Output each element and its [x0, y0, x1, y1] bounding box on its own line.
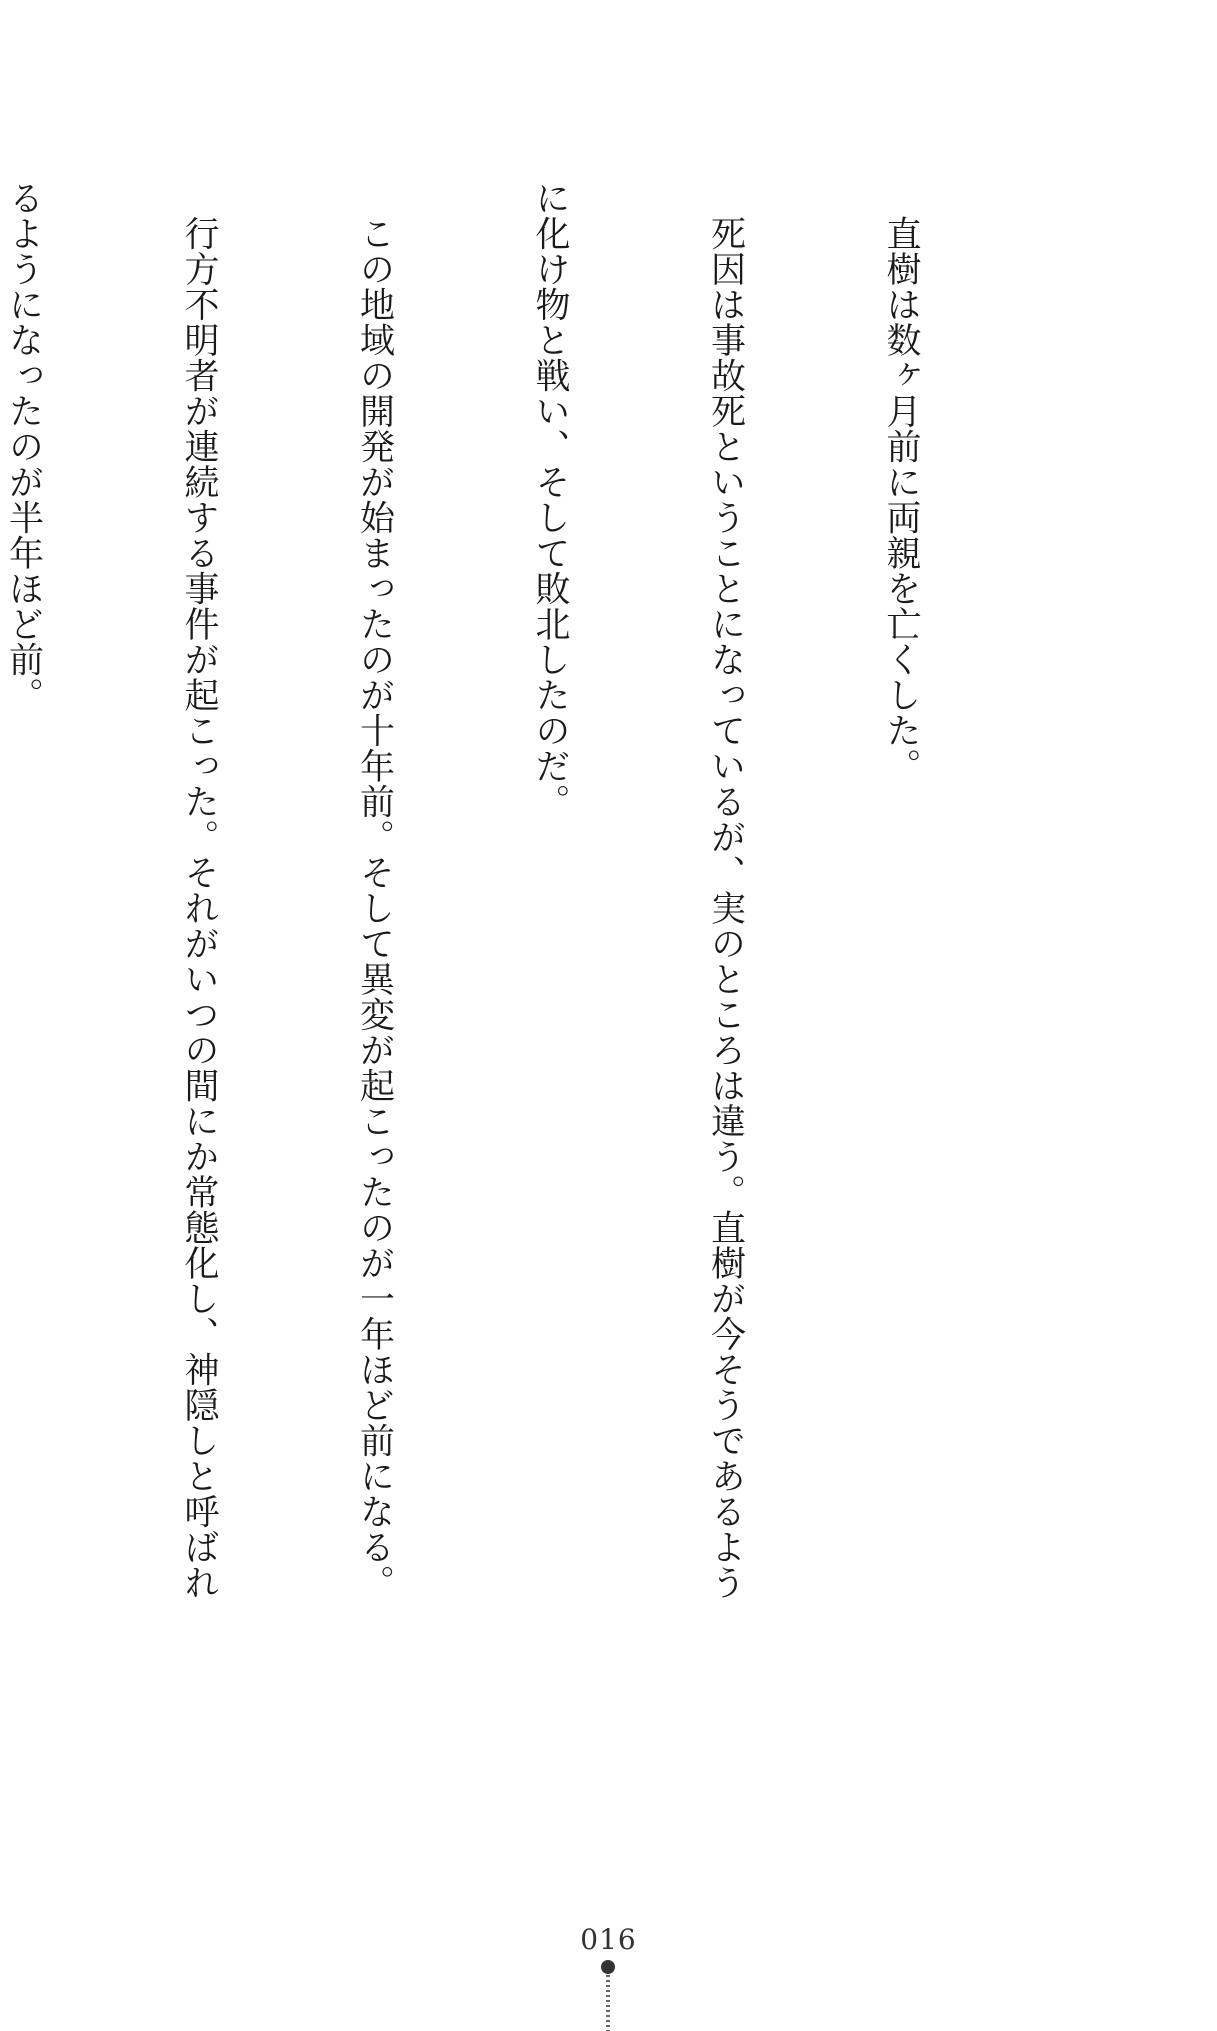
page-marker-line: [606, 1975, 610, 2031]
text-line-1: 直樹は数ヶ月前に両親を亡くした。: [881, 180, 921, 784]
page-marker-dot-icon: [601, 1960, 615, 1974]
text-line-5: 行方不明者が連続する事件が起こった。それがいつの間にか常態化し、神隠しと呼ばれ: [179, 180, 219, 1600]
page-number: 016: [580, 1923, 637, 1956]
text-line-3: に化け物と戦い、そして敗北したのだ。: [530, 180, 570, 819]
text-line-6: るようになったのが半年ほど前。: [3, 180, 44, 713]
body-text: [0, 180, 1047, 1600]
text-line-2: 死因は事故死ということになっているが、実のところは違う。直樹が今そうであるよう: [705, 180, 746, 1600]
text-line-4: この地域の開発が始まったのが十年前。そして異変が起こったのが一年ほど前になる。: [354, 180, 395, 1600]
